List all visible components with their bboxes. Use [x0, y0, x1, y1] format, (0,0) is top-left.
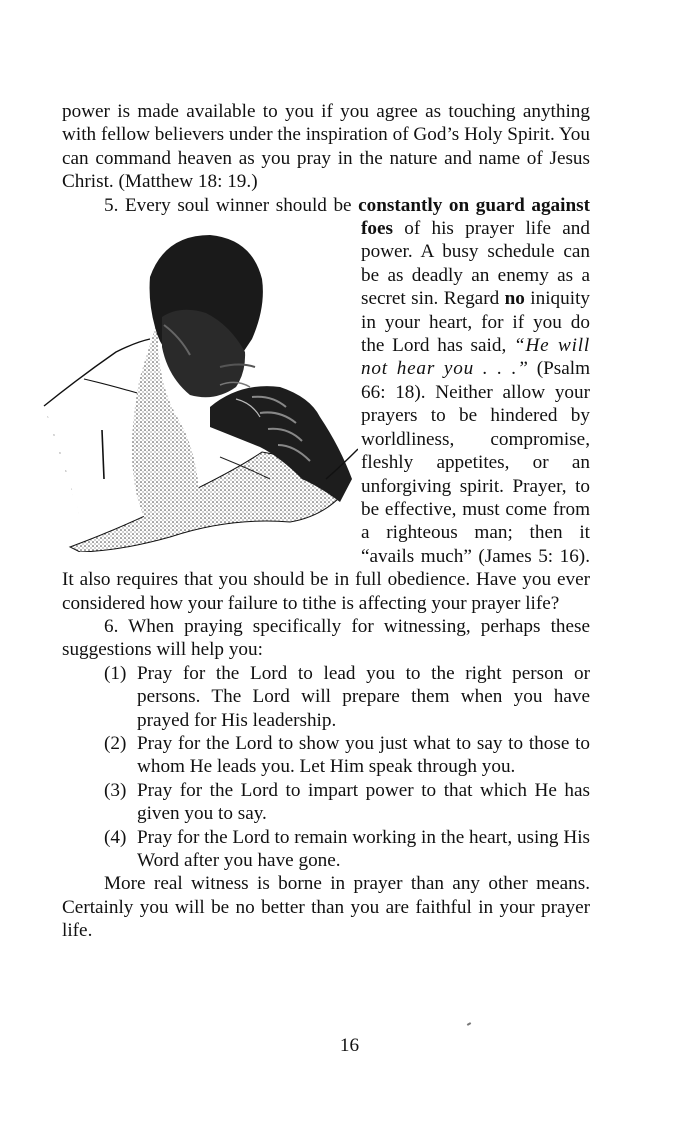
point-5-text-b: iniquity in your heart, for if you do the Lord has said,: [361, 288, 590, 357]
list-item-text: Pray for the Lord to impart power to that which He has given you to say.: [137, 779, 590, 825]
point-5-text-a: of his prayer life and power. A busy schedule can be as deadly an enemy as a secret sin. Regard: [361, 218, 590, 310]
list-item-text: Pray for the Lord to lead you to the right person or persons. The Lord will prepare them when you have prayed for His leadership.: [137, 662, 590, 731]
list-item-number: (3): [104, 779, 127, 801]
praying-man-illustration: [40, 217, 358, 552]
page-body: [62, 100, 590, 943]
list-item-number: (1): [104, 662, 127, 684]
point-6-intro: 6. When praying specifically for witnessing, perhaps these suggestions will help you:: [62, 615, 590, 661]
point-5-no-word: no: [504, 288, 525, 310]
list-item-text: Pray for the Lord to show you just what to say to those to whom He leads you. Let Him speak through you.: [137, 732, 590, 778]
list-item-number: (2): [104, 732, 127, 754]
praying-man-drawing: [40, 217, 358, 552]
point-5-paragraph: [62, 194, 590, 615]
point-5-emphasis: constantly on guard against foes: [358, 194, 590, 240]
list-item: [62, 732, 590, 779]
list-item-number: (4): [104, 826, 127, 848]
list-item: [62, 779, 590, 826]
suggestion-list: [62, 662, 590, 873]
point-5-intro: 5. Every soul winner should be: [104, 194, 359, 216]
paragraph-intro: power is made available to you if you agree as touching anything with fellow believers under the inspiration of God’s Holy Spirit. You can command heaven as you pray in the nature and name of Jesus Christ. (Matthew 18: 19.): [62, 101, 590, 193]
list-item-text: Pray for the Lord to remain working in the heart, using His Word after you have gone.: [137, 826, 590, 871]
point-5-quote: “He will not hear you . . .”: [361, 335, 590, 380]
print-speck: [467, 1022, 471, 1026]
closing-paragraph: More real witness is borne in prayer than any other means. Certainly you will be no better than you are faithful in your prayer life.: [62, 873, 590, 942]
list-item: [62, 826, 590, 873]
page-number: 16: [339, 1035, 360, 1056]
point-5-text-c: (Psalm 66: 18). Neither allow your prayers to be hindered by worldliness, compromise, fleshly appetites, or an unforgiving spirit. Prayer, to be effective, must come from a righteous man; then it “avails much” (James 5: 16). It also requires that you should be in full obedience. Have you ever considered how your failure to tithe is affecting your prayer life?: [62, 358, 590, 614]
list-item: [62, 662, 590, 732]
